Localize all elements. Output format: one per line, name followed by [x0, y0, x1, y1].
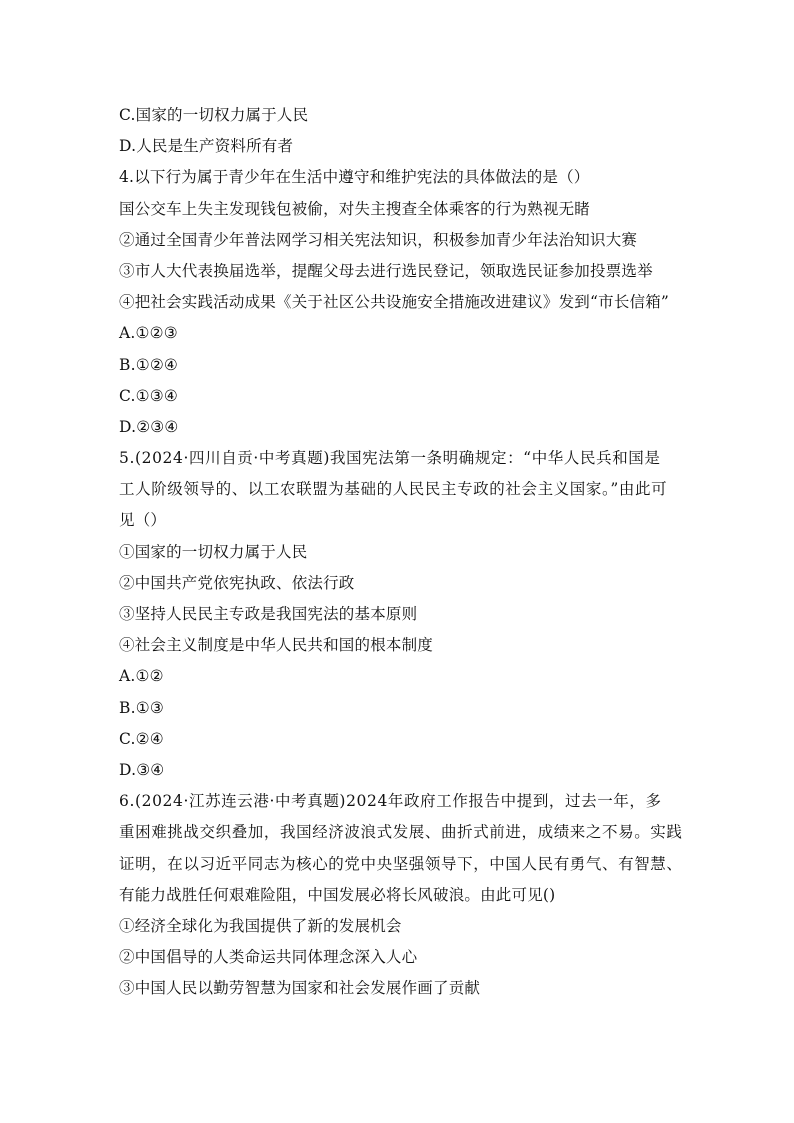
document-body	[119, 100, 689, 1004]
q5-option-c: C.②④	[119, 729, 164, 748]
question-6-stem-line-1: 6.(2024·江苏连云港·中考真题)2024年政府工作报告中提到，过去一年，多	[119, 792, 662, 811]
q5-statement-1: ①国家的一切权力属于人民	[119, 542, 308, 561]
question-6-stem-line-2: 重困难挑战交织叠加，我国经济波浪式发展、曲折式前进，成绩来之不易。实践	[119, 823, 683, 842]
q5-option-b: B.①③	[119, 698, 164, 717]
q6-statement-2: ②中国倡导的人类命运共同体理念深入人心	[119, 948, 418, 967]
q4-option-d: D.②③④	[119, 417, 179, 436]
q4-statement-1: 国公交车上失主发现钱包被偷，对失主搜查全体乘客的行为熟视无睹	[119, 199, 591, 218]
question-5-stem-line-1: 5.(2024·四川自贡·中考真题)我国宪法第一条明确规定：“中华人民兵和国是	[119, 449, 661, 468]
question-6-stem-line-3: 证明，在以习近平同志为核心的党中央坚强领导下，中国人民有勇气、有智慧、	[119, 854, 683, 873]
q4-option-a: A.①②③	[119, 324, 178, 343]
q4-statement-4: ④把社会实践活动成果《关于社区公共设施安全措施改进建议》发到“市长信箱”	[119, 293, 670, 312]
question-6-stem-line-4: 有能力战胜任何艰难险阻，中国发展必将长风破浪。由此可见()	[119, 885, 556, 904]
question-5-stem-line-2: 工人阶级领导的、以工农联盟为基础的人民民主专政的社会主义国家。”由此可	[119, 480, 668, 499]
q5-option-d: D.③④	[119, 760, 165, 779]
q5-statement-3: ③坚持人民民主专政是我国宪法的基本原则	[119, 605, 418, 623]
q4-option-c: C.①③④	[119, 386, 178, 405]
q4-statement-3: ③市人大代表换届选举，提醒父母去进行选民登记，领取选民证参加投票选举	[119, 261, 653, 280]
q6-statement-1: ①经济全球化为我国提供了新的发展机会	[119, 916, 402, 935]
q4-statement-2: ②通过全国青少年普法网学习相关宪法知识，积极参加青少年法治知识大赛	[119, 230, 638, 249]
q6-statement-3: ③中国人民以勤劳智慧为国家和社会发展作画了贡献	[119, 979, 481, 998]
q4-option-b: B.①②④	[119, 355, 179, 374]
q5-statement-2: ②中国共产党依宪执政、依法行政	[119, 573, 355, 592]
question-5-stem-line-3: 见（）	[119, 511, 167, 530]
question-4-stem: 4.以下行为属于青少年在生活中遵守和维护宪法的具体做法的是（）	[119, 168, 590, 187]
q5-option-a: A.①②	[119, 667, 164, 686]
option-d-q3: D.人民是生产资料所有者	[119, 137, 294, 156]
q5-statement-4: ④社会主义制度是中华人民共和国的根本制度	[119, 636, 434, 655]
option-c-q3: C.国家的一切权力属于人民	[119, 106, 309, 124]
